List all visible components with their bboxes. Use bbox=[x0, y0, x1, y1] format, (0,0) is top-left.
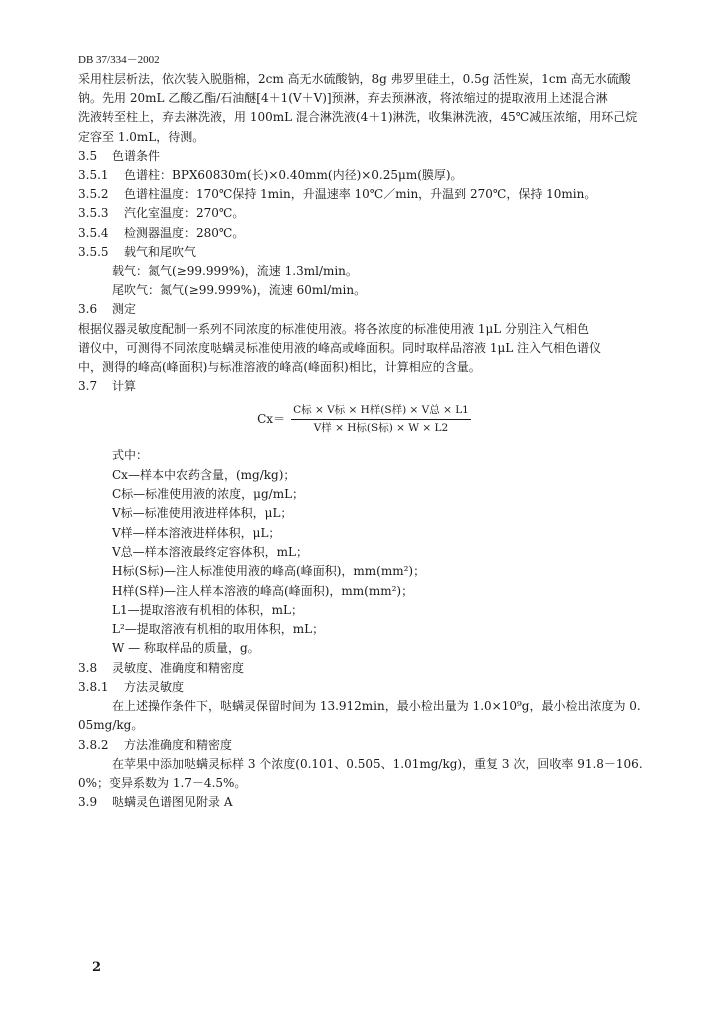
standard-code-header: DB 37/334－2002 bbox=[78, 54, 160, 66]
section-title: 载气和尾吹气 bbox=[124, 244, 197, 259]
section-number: 3.6 bbox=[78, 302, 98, 317]
section-number: 3.7 bbox=[78, 379, 98, 394]
intro-line: 洗液转至柱上，弃去淋洗液，用 100mL 混合淋洗液(4＋1)淋洗，收集淋洗液，45℃减压浓缩，用环己烷 bbox=[78, 110, 638, 125]
page-number: 2 bbox=[92, 960, 102, 975]
measurement-paragraph bbox=[78, 320, 650, 378]
section-3-5-1 bbox=[78, 166, 650, 185]
formula-lhs: Cx＝ bbox=[257, 411, 286, 426]
intro-line: 钠。先用 20mL 乙酸乙酯/石油醚[4＋1(V＋V)]预淋，弃去预淋液，将浓缩过的提取液用上述混合淋 bbox=[78, 91, 608, 106]
section-title: 计算 bbox=[112, 379, 137, 394]
section-text: 汽化室温度：270℃。 bbox=[124, 206, 245, 221]
section-title: 方法灵敏度 bbox=[124, 679, 185, 694]
section-text: 色谱柱温度：170℃保持 1min，升温速率 10℃／min，升温到 270℃，保持 10min。 bbox=[124, 187, 597, 202]
carrier-gas-line: 载气：氮气(≥99.999%)，流速 1.3ml/min。 bbox=[112, 264, 358, 279]
section-number: 3.8.1 bbox=[78, 679, 109, 694]
definition-item: V标—标准使用液进样体积，μL； bbox=[112, 506, 293, 521]
section-3-7-heading bbox=[78, 377, 650, 396]
sensitivity-line: 在上述操作条件下，哒螨灵保留时间为 13.912min，最小检出量为 1.0×10⁹g，最小检出浓度为 0. bbox=[112, 699, 641, 714]
section-number: 3.8.2 bbox=[78, 737, 109, 752]
definition-item: L²—提取溶液有机相的取用体积，mL； bbox=[112, 622, 325, 637]
section-text: 哒螨灵色谱图见附录 A bbox=[112, 795, 233, 810]
definition-item: H标(S标)—注人标准使用液的峰高(峰面积)，mm(mm²)； bbox=[112, 564, 426, 579]
section-number: 3.5 bbox=[78, 148, 98, 163]
section-number: 3.5.3 bbox=[78, 206, 109, 221]
paragraph-line: 谱仪中，可测得不同浓度哒螨灵标准使用液的峰高或峰面积。同时取样品溶液 1μL 注入气相色谱仪 bbox=[78, 340, 602, 355]
section-3-5-5 bbox=[78, 243, 650, 262]
section-text: 检测器温度：280℃。 bbox=[124, 225, 245, 240]
formula-numerator: C标 × V标 × H样(S样) × V总 × L1 bbox=[291, 403, 471, 420]
where-label: 式中： bbox=[112, 448, 149, 463]
section-number: 3.5.2 bbox=[78, 187, 109, 202]
definition-item: V样—样本溶液进样体积，μL； bbox=[112, 525, 281, 540]
intro-line: 采用柱层析法，依次装入脱脂棉，2cm 高无水硫酸钠，8g 弗罗里硅土，0.5g 活性炭，1cm 高无水硫酸 bbox=[78, 72, 631, 86]
formula-fraction bbox=[291, 403, 471, 436]
section-3-6-heading bbox=[78, 300, 650, 319]
section-3-5-heading bbox=[78, 147, 650, 166]
definition-item: C标—标准使用液的浓度，μg/mL； bbox=[112, 487, 305, 502]
formula-denominator: V样 × H标(S标) × W × L2 bbox=[313, 421, 449, 434]
sensitivity-line: 05mg/kg。 bbox=[78, 718, 144, 733]
intro-paragraph bbox=[78, 70, 650, 147]
definition-item: H样(S样)—注人样本溶液的峰高(峰面积)，mm(mm²)； bbox=[112, 583, 414, 598]
section-number: 3.8 bbox=[78, 660, 98, 675]
definition-item: L1—提取溶液有机相的体积，mL； bbox=[112, 602, 303, 617]
document-body bbox=[78, 70, 650, 812]
section-3-5-3 bbox=[78, 204, 650, 223]
definition-item: Cx—样本中农药含量，(mg/kg)； bbox=[112, 467, 296, 482]
section-text: 色谱柱：BPX60830m(长)×0.40mm(内径)×0.25μm(膜厚)。 bbox=[124, 168, 463, 183]
intro-line: 定容至 1.0mL，待测。 bbox=[78, 129, 205, 144]
paragraph-line: 中，测得的峰高(峰面积)与标准溶液的峰高(峰面积)相比，计算相应的含量。 bbox=[78, 360, 481, 375]
calculation-formula bbox=[78, 400, 650, 438]
section-3-5-4 bbox=[78, 224, 650, 243]
section-number: 3.9 bbox=[78, 795, 98, 810]
section-3-5-2 bbox=[78, 185, 650, 204]
section-3-8-heading bbox=[78, 659, 650, 678]
section-3-8-2-heading bbox=[78, 736, 650, 755]
paragraph-line: 根据仪器灵敏度配制一系列不同浓度的标准使用液。将各浓度的标准使用液 1μL 分别注入气相色 bbox=[78, 321, 590, 336]
makeup-gas-line: 尾吹气：氮气(≥99.999%)，流速 60ml/min。 bbox=[112, 283, 367, 298]
accuracy-line: 0%；变异系数为 1.7－4.5%。 bbox=[78, 775, 247, 790]
section-number: 3.5.4 bbox=[78, 225, 109, 240]
definition-item: V总—样本溶液最终定容体积，mL； bbox=[112, 544, 309, 559]
section-title: 灵敏度、准确度和精密度 bbox=[112, 660, 245, 675]
section-title: 方法准确度和精密度 bbox=[124, 737, 233, 752]
variable-definitions bbox=[78, 446, 650, 658]
section-number: 3.5.5 bbox=[78, 244, 109, 259]
section-title: 色谱条件 bbox=[112, 148, 161, 163]
accuracy-line: 在苹果中添加哒螨灵标样 3 个浓度(0.101、0.505、1.01mg/kg)，重复 3 次，回收率 91.8－106. bbox=[112, 756, 643, 771]
section-3-9 bbox=[78, 793, 650, 812]
section-3-8-1-heading bbox=[78, 678, 650, 697]
section-number: 3.5.1 bbox=[78, 168, 109, 183]
definition-item: W — 称取样品的质量，g。 bbox=[112, 641, 260, 656]
section-title: 测定 bbox=[112, 302, 137, 317]
